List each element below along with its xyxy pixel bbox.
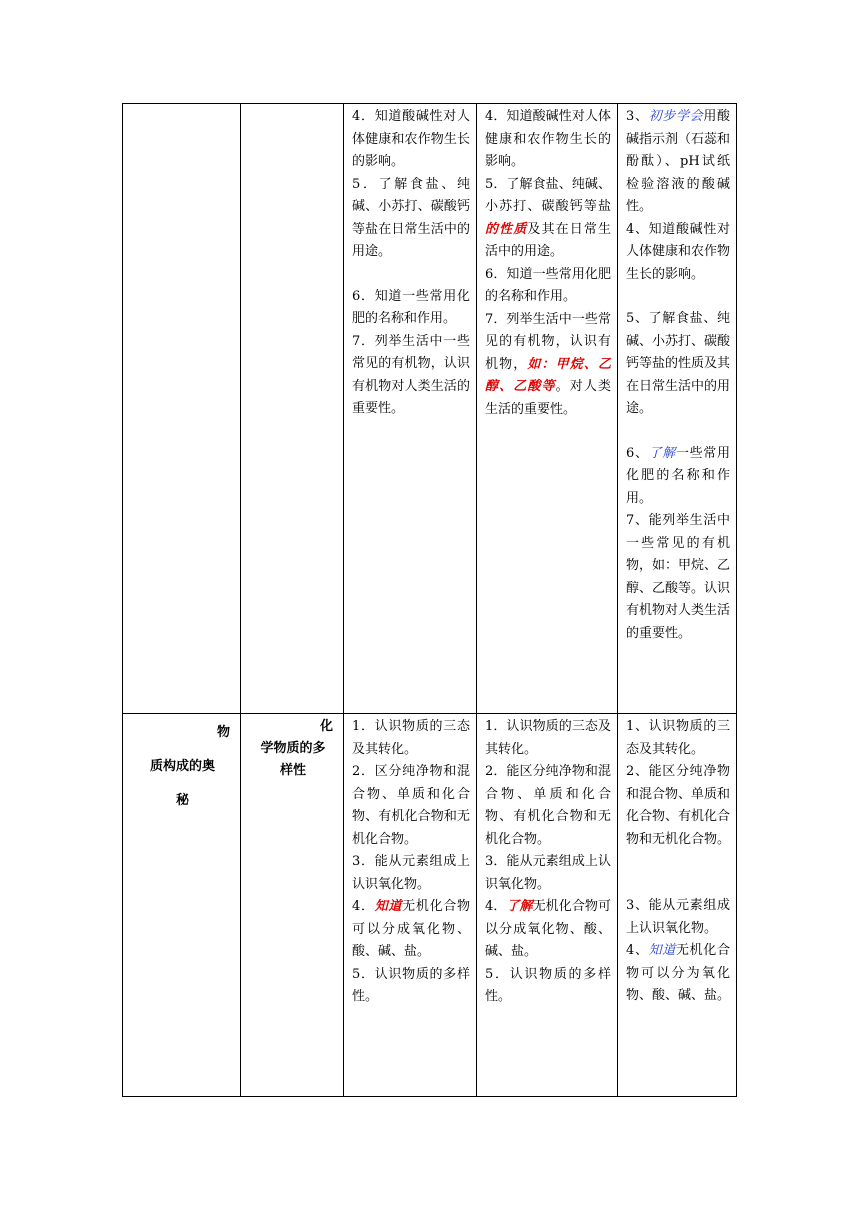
text-paragraph: 7．列举生活中一些常见的有机物，认识有机物对人类生活的重要性。 [352, 333, 470, 416]
emphasis-text: 的性质 [485, 221, 528, 237]
standard-cell-b [477, 714, 618, 1097]
text-paragraph: 6．知道一些常用化肥的名称和作用。 [352, 288, 470, 326]
text-paragraph: 5．了解食盐、纯碱、小苏打、碳酸钙等盐的性质及其在日常生活中的用途。 [485, 176, 611, 259]
topic-cell: 物 质构成的奥 秘 [123, 714, 241, 1097]
text-paragraph: 2．区分纯净物和混合物、单质和化合物、有机化合物和无机化合物。 [352, 764, 470, 847]
text-paragraph: 1、认识物质的三态及其转化。 [626, 719, 730, 757]
standard-cell-a [344, 104, 477, 714]
text-paragraph: 4．知道无机化合物可以分成氧化物、酸、碱、盐。 [352, 899, 470, 959]
standards-table [122, 103, 737, 1097]
text-paragraph: 4、知道酸碱性对人体健康和农作物生长的影响。 [626, 221, 731, 282]
text-paragraph: 3．能从元素组成上认识氧化物。 [485, 854, 611, 892]
text-paragraph: 2．能区分纯净物和混合物、单质和化合物、有机化合物和无机化合物。 [485, 764, 611, 847]
text-paragraph: 5．认识物质的多样性。 [485, 966, 611, 1004]
text-paragraph: 5、了解食盐、纯碱、小苏打、碳酸钙等盐的性质及其在日常生活中的用途。 [626, 311, 731, 416]
text-paragraph: 3．能从元素组成上认识氧化物。 [352, 854, 470, 892]
emphasis-text: 了解 [648, 445, 676, 461]
subtopic-cell: 化 学物质的多 样性 [241, 714, 344, 1097]
standard-cell-c [618, 104, 737, 714]
text-paragraph: 2、能区分纯净物和混合物、单质和化合物、有机化合物和无机化合物。 [626, 764, 731, 847]
text-paragraph: 4．知道酸碱性对人体健康和农作物生长的影响。 [352, 109, 470, 169]
table-row [123, 104, 737, 714]
text-paragraph: 4、知道无机化合物可以分为氧化物、酸、碱、盐。 [626, 943, 731, 1003]
text-paragraph: 5．了解食盐、纯碱、小苏打、碳酸钙等盐在日常生活中的用途。 [352, 176, 470, 259]
text-paragraph: 6、了解一些常用化肥的名称和作用。 [626, 445, 730, 506]
emphasis-text: 了解 [506, 899, 533, 914]
emphasis-text: 知道 [648, 943, 676, 958]
standard-cell-c [618, 714, 737, 1097]
standard-cell-a [344, 714, 477, 1097]
subtopic-cell [241, 104, 344, 714]
text-paragraph: 1．认识物质的三态及其转化。 [485, 719, 611, 757]
emphasis-text: 知道 [374, 899, 403, 914]
text-paragraph: 1．认识物质的三态及其转化。 [352, 719, 470, 757]
text-paragraph: 3、能从元素组成上认识氧化物。 [626, 898, 730, 936]
text-paragraph: 7、能列举生活中一些常见的有机物，如：甲烷、乙醇、乙酸等。认识有机物对人类生活的重要性。 [626, 513, 731, 641]
text-paragraph: 5．认识物质的多样性。 [352, 966, 470, 1004]
emphasis-text: 初步学会 [648, 109, 704, 124]
text-paragraph: 4．知道酸碱性对人体健康和农作物生长的影响。 [485, 109, 611, 169]
topic-cell [123, 104, 241, 714]
text-paragraph: 7．列举生活中一些常见的有机物，认识有机物，如：甲烷、乙醇、乙酸等。对人类生活的重要性。 [485, 311, 611, 417]
text-paragraph: 6．知道一些常用化肥的名称和作用。 [485, 266, 611, 304]
table-row [123, 714, 737, 1097]
emphasis-text: 如：甲烷、乙醇、乙酸等 [485, 356, 611, 394]
standard-cell-b [477, 104, 618, 714]
text-paragraph: 4．了解无机化合物可以分成氧化物、酸、碱、盐。 [485, 899, 611, 959]
text-paragraph: 3、初步学会用酸碱指示剂（石蕊和酚酞）、pH试纸检验溶液的酸碱性。 [626, 109, 731, 214]
